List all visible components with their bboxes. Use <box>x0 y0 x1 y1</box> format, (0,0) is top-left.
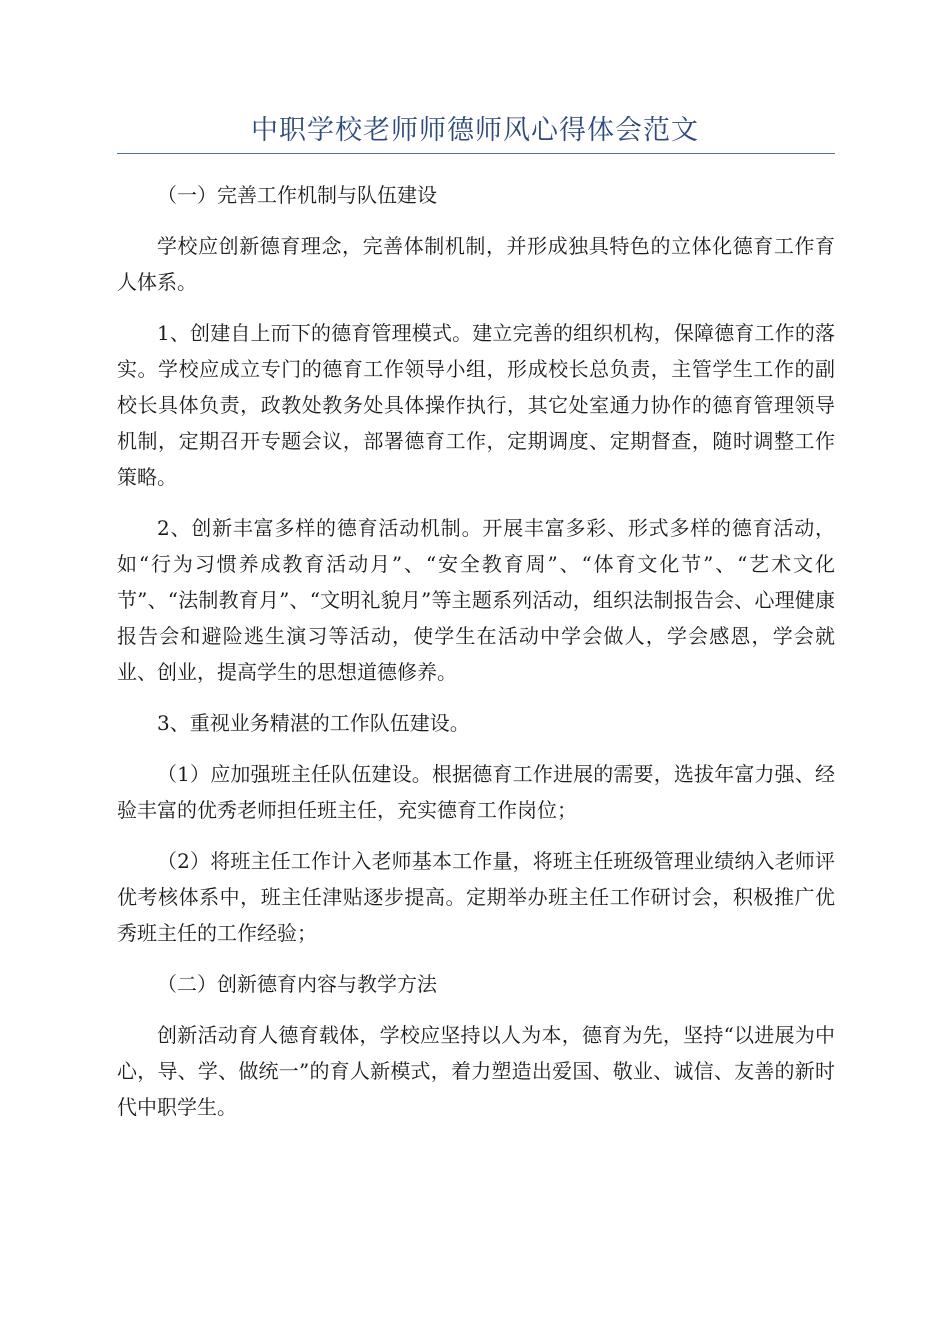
document-body <box>117 177 835 1140</box>
paragraph-item-1: 1、创建自上而下的德育管理模式。建立完善的组织机构，保障德育工作的落实。学校应成立专门的德育工作领导小组，形成校长总负责，主管学生工作的副校长具体负责，政教处教务处具体操作执行，其它处室通力协作的德育管理领导机制，定期召开专题会议，部署德育工作，定期调度、定期督查，随时调整工作策略。 <box>117 321 835 489</box>
title-underline <box>117 153 835 154</box>
document-title: 中职学校老师师德师风心得体会范文 <box>251 115 699 146</box>
section-heading-1: （一）完善工作机制与队伍建设 <box>157 183 437 207</box>
paragraph-subitem-2: （2）将班主任工作计入老师基本工作量，将班主任班级管理业绩纳入老师评优考核体系中，班主任津贴逐步提高。定期举办班主任工作研讨会，积极推广优秀班主任的工作经验； <box>117 849 835 945</box>
paragraph-item-2: 2、创新丰富多样的德育活动机制。开展丰富多彩、形式多样的德育活动，如“行为习惯养成教育活动月”、“安全教育周”、“体育文化节”、“艺术文化节”、“法制教育月”、“文明礼貌月”等主题系列活动，组织法制报告会、心理健康报告会和避险逃生演习等活动，使学生在活动中学会做人，学会感恩，学会就业、创业，提高学生的思想道德修养。 <box>117 516 835 684</box>
paragraph-subitem-1: （1）应加强班主任队伍建设。根据德育工作进展的需要，选拔年富力强、经验丰富的优秀老师担任班主任，充实德育工作岗位； <box>117 762 835 822</box>
section-heading-2: （二）创新德育内容与教学方法 <box>157 972 437 996</box>
paragraph-closing: 创新活动育人德育载体，学校应坚持以人为本，德育为先，坚持“以进展为中心，导、学、做统一”的育人新模式，着力塑造出爱国、敬业、诚信、友善的新时代中职学生。 <box>117 1023 835 1119</box>
paragraph-item-3: 3、重视业务精湛的工作队伍建设。 <box>157 711 470 735</box>
paragraph-intro: 学校应创新德育理念，完善体制机制，并形成独具特色的立体化德育工作育人体系。 <box>117 234 835 294</box>
